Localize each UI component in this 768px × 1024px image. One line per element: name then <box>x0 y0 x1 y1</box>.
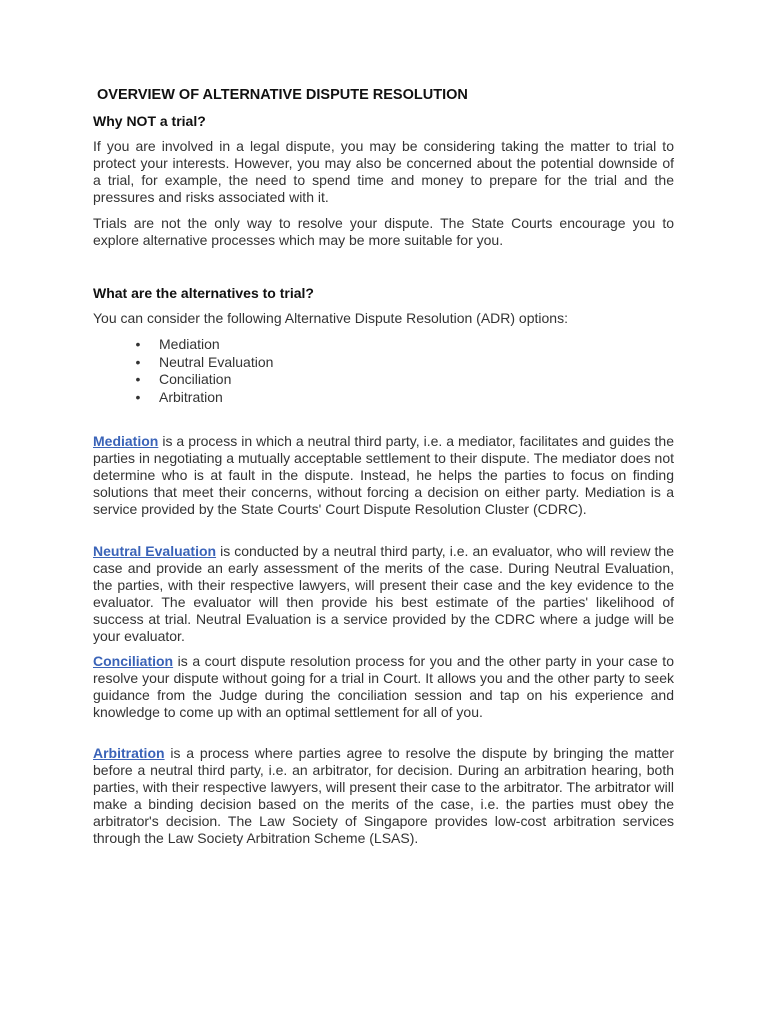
bullet-icon: • <box>135 336 141 352</box>
arbitration-link[interactable]: Arbitration <box>93 745 165 761</box>
paragraph-trial-alternatives: Trials are not the only way to resolve your dispute. The State Courts encourage you to explore alternative processes which may be more suitable for you. <box>93 215 674 248</box>
list-item-label: Neutral Evaluation <box>159 353 274 370</box>
definition-mediation <box>93 433 674 518</box>
definition-neutral-evaluation <box>93 543 674 645</box>
list-item-label: Conciliation <box>159 371 232 388</box>
list-item-conciliation <box>133 371 273 389</box>
list-item-mediation <box>133 336 273 354</box>
adr-options-list <box>133 336 273 407</box>
paragraph-adr-intro: You can consider the following Alternative Dispute Resolution (ADR) options: <box>93 310 568 326</box>
mediation-link[interactable]: Mediation <box>93 433 159 449</box>
definition-conciliation <box>93 653 674 721</box>
paragraph-trial-concerns: If you are involved in a legal dispute, you may be considering taking the matter to trial to protect your interests. However, you may also be concerned about the potential downside of a trial, for example, the need to spend time and money to prepare for the trial and the pressures and risks associated with it. <box>93 138 674 205</box>
list-item-neutral-evaluation <box>133 354 273 372</box>
bullet-icon: • <box>135 389 141 406</box>
bullet-icon: • <box>135 371 141 388</box>
page-title: OVERVIEW OF ALTERNATIVE DISPUTE RESOLUTION <box>97 87 468 103</box>
definition-text: is conducted by a neutral third party, i.e. an evaluator, who will review the case and provide an early assessment of the merits of the case. During Neutral Evaluation, the parties, with their respective lawyers, will present their case and the key evidence to the evaluator. The evaluator will then provide his best estimate of the parties' likelihood of success at trial. Neutral Evaluation is a service provided by the CDRC where a judge will be your evaluator. <box>93 543 674 644</box>
definition-text: is a process in which a neutral third party, i.e. a mediator, facilitates and guides the parties in negotiating a mutually acceptable settlement to their dispute. The mediator does not determine who is at fault in the dispute. Instead, he helps the parties to focus on finding solutions that meet their concerns, without forcing a decision on either party. Mediation is a service provided by the State Courts' Court Dispute Resolution Cluster (CDRC). <box>93 433 674 517</box>
section-heading-alternatives: What are the alternatives to trial? <box>93 285 314 301</box>
bullet-icon: • <box>135 353 141 370</box>
list-item-arbitration <box>133 389 273 407</box>
list-item-label: Arbitration <box>159 389 223 406</box>
definition-text: is a process where parties agree to resolve the dispute by bringing the matter before a neutral third party, i.e. an arbitrator, for decision. During an arbitration hearing, both parties, with their respective lawyers, will present their case to the arbitrator. The arbitrator will make a binding decision based on the merits of the case, i.e. the parties must obey the arbitrator's decision. The Law Society of Singapore provides low-cost arbitration services through the Law Society Arbitration Scheme (LSAS). <box>93 745 674 846</box>
definition-text: is a court dispute resolution process for you and the other party in your case to resolve your dispute without going for a trial in Court. It allows you and the other party to seek guidance from the Judge during the conciliation session and tap on his experience and knowledge to come up with an optimal settlement for all of you. <box>93 653 674 720</box>
definition-arbitration <box>93 745 674 847</box>
list-item-label: Mediation <box>159 336 220 352</box>
section-heading-why-not-trial: Why NOT a trial? <box>93 113 206 129</box>
conciliation-link[interactable]: Conciliation <box>93 653 174 669</box>
neutral-evaluation-link[interactable]: Neutral Evaluation <box>93 543 217 559</box>
